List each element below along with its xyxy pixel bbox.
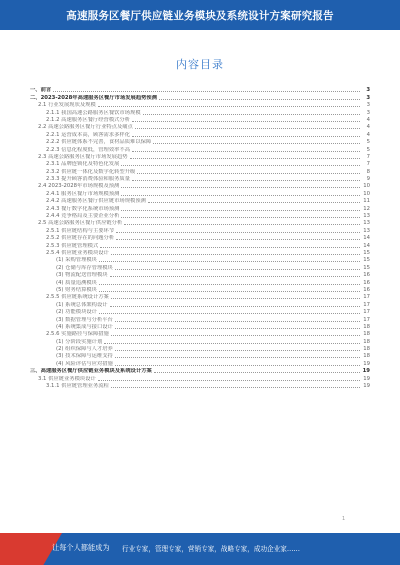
toc-entry-text: 2.3.2 供应链一体化及数字化转型升级: [46, 168, 136, 175]
toc-entry-page: 4: [366, 131, 370, 138]
toc-entry[interactable]: [30, 123, 370, 130]
toc-entry-text: (4) 风险评估与应对措施: [56, 360, 113, 367]
toc-entry[interactable]: [30, 300, 370, 307]
toc-leader-dots: [132, 120, 360, 122]
toc-entry-text: 2.5 高速公路服务区餐厅供应链分析: [38, 220, 123, 227]
toc-leader-dots: [104, 342, 360, 344]
toc-entry[interactable]: [30, 219, 370, 226]
toc-entry[interactable]: [30, 108, 370, 115]
toc-entry[interactable]: [30, 204, 370, 211]
toc-leader-dots: [132, 135, 360, 137]
toc-entry-text: 2.5.6 实施路径与保障措施: [46, 331, 109, 338]
toc-entry[interactable]: [30, 182, 370, 189]
toc-entry-page: 3: [366, 94, 370, 101]
toc-entry-text: 2.1.2 高速服务区餐厅经营模式分析: [46, 116, 131, 123]
toc-leader-dots: [99, 290, 360, 292]
toc-leader-dots: [132, 179, 360, 181]
toc-leader-dots: [53, 90, 360, 92]
toc-entry-text: 二、2023-2028年高速服务区餐厅市场发展趋势预测: [30, 94, 158, 101]
toc-entry-page: 14: [363, 235, 370, 242]
toc-entry[interactable]: [30, 226, 370, 233]
toc-leader-dots: [154, 371, 360, 373]
toc-entry-text: 2.4.3 餐厅数字化系统市场预测: [46, 205, 120, 212]
table-of-contents: [30, 86, 370, 389]
toc-entry-page: 18: [363, 338, 370, 345]
toc-entry-page: 14: [363, 242, 370, 249]
toc-entry-page: 12: [363, 205, 370, 212]
toc-entry[interactable]: [30, 189, 370, 196]
toc-entry-text: (1) 分阶段实施计划: [56, 338, 103, 345]
toc-entry-page: 4: [366, 116, 370, 123]
toc-leader-dots: [116, 231, 360, 233]
toc-entry-text: (2) 仓储与库存管理模块: [56, 264, 113, 271]
toc-entry-text: (3) 数据管理与分析平台: [56, 316, 113, 323]
toc-leader-dots: [121, 186, 360, 188]
toc-entry-text: 2.5.1 供应链结构与主要环节: [46, 227, 115, 234]
toc-entry[interactable]: [30, 160, 370, 167]
toc-entry[interactable]: [30, 241, 370, 248]
toc-entry-page: 15: [363, 257, 370, 264]
toc-entry-page: 13: [363, 220, 370, 227]
toc-entry-page: 13: [363, 227, 370, 234]
toc-entry[interactable]: [30, 271, 370, 278]
toc-entry[interactable]: [30, 263, 370, 270]
toc-entry-page: 10: [363, 190, 370, 197]
toc-entry-text: 2.5.4 供应链业务模块设计: [46, 249, 109, 256]
toc-entry-page: 9: [366, 176, 370, 183]
toc-entry-text: (2) 组织保障与人才培养: [56, 346, 113, 353]
toc-entry-page: 7: [366, 153, 370, 160]
toc-entry[interactable]: [30, 256, 370, 263]
toc-entry-text: 2.2.1 运营成本高，顾客需求多样化: [46, 131, 131, 138]
toc-entry-page: 18: [363, 353, 370, 360]
toc-leader-dots: [116, 238, 360, 240]
toc-entry-page: 17: [363, 294, 370, 301]
toc-entry-page: 15: [363, 264, 370, 271]
toc-entry-page: 18: [363, 331, 370, 338]
toc-entry-page: 19: [362, 368, 370, 375]
toc-entry-page: 4: [366, 124, 370, 131]
toc-entry-page: 17: [363, 301, 370, 308]
toc-entry[interactable]: [30, 197, 370, 204]
toc-leader-dots: [115, 327, 360, 329]
toc-entry[interactable]: [30, 337, 370, 344]
toc-leader-dots: [98, 379, 360, 381]
toc-entry[interactable]: [30, 249, 370, 256]
toc-leader-dots: [110, 305, 360, 307]
toc-leader-dots: [115, 320, 360, 322]
toc-entry[interactable]: [30, 116, 370, 123]
toc-entry-text: (4) 质量追溯模块: [56, 279, 97, 286]
toc-entry[interactable]: [30, 212, 370, 219]
toc-entry[interactable]: [30, 278, 370, 285]
toc-entry-page: 19: [363, 383, 370, 390]
toc-entry-page: 17: [363, 316, 370, 323]
toc-entry-text: 2.3.3 提升顾客消费体验和服务质量: [46, 176, 131, 183]
toc-entry-text: 2.5.2 供应链存在的问题分析: [46, 235, 115, 242]
toc-entry-text: (3) 技术保障与运维支持: [56, 353, 113, 360]
toc-entry-page: 19: [363, 360, 370, 367]
toc-entry-page: 16: [363, 279, 370, 286]
toc-leader-dots: [159, 98, 360, 100]
toc-leader-dots: [115, 356, 360, 358]
toc-entry-page: 3: [366, 109, 370, 116]
toc-leader-dots: [111, 334, 360, 336]
toc-leader-dots: [115, 349, 360, 351]
toc-entry-page: 3: [366, 102, 370, 109]
toc-entry[interactable]: [30, 323, 370, 330]
toc-entry[interactable]: [30, 93, 370, 100]
toc-entry-text: 2.1.1 我国高速公路服务区餐饮市场规模: [46, 109, 141, 116]
toc-leader-dots: [153, 142, 360, 144]
toc-entry-page: 3: [366, 87, 370, 94]
toc-entry-text: (1) 采购管理模块: [56, 257, 97, 264]
toc-entry-page: 16: [363, 272, 370, 279]
toc-entry[interactable]: [30, 367, 370, 374]
toc-entry-page: 5: [366, 139, 370, 146]
toc-leader-dots: [121, 216, 360, 218]
toc-entry-page: 11: [363, 198, 370, 205]
toc-entry[interactable]: [30, 308, 370, 315]
toc-leader-dots: [143, 113, 360, 115]
toc-entry-text: (2) 功能模块设计: [56, 309, 97, 316]
toc-entry[interactable]: [30, 153, 370, 160]
toc-entry-text: 2.4.4 竞争格局及主要企业分析: [46, 213, 120, 220]
toc-entry-page: 15: [363, 249, 370, 256]
toc-entry[interactable]: [30, 382, 370, 389]
toc-entry[interactable]: [30, 234, 370, 241]
toc-entry[interactable]: [30, 86, 370, 93]
toc-leader-dots: [98, 105, 360, 107]
toc-entry-text: 2.4.2 高速服务区餐厅供应链市场规模预测: [46, 198, 146, 205]
toc-entry-page: 8: [366, 168, 370, 175]
toc-entry-text: 2.4 2023-2028年市场规模及预测: [38, 183, 120, 190]
toc-leader-dots: [99, 260, 360, 262]
toc-entry[interactable]: [30, 145, 370, 152]
toc-entry-page: 17: [363, 309, 370, 316]
toc-entry-page: 13: [363, 213, 370, 220]
toc-entry-page: 7: [366, 161, 370, 168]
toc-entry-text: (3) 物流配送管理模块: [56, 272, 108, 279]
toc-entry[interactable]: [30, 374, 370, 381]
toc-entry-text: 2.2 高速公路服务区餐厅行业特点及痛点: [38, 124, 133, 131]
toc-entry-page: 18: [363, 346, 370, 353]
toc-leader-dots: [99, 283, 360, 285]
footer-slogan: 让每个人都能成为: [52, 543, 110, 552]
toc-entry-text: 3.1.1 供应链管理业务流程: [46, 383, 109, 390]
toc-leader-dots: [132, 150, 360, 152]
toc-entry[interactable]: [30, 345, 370, 352]
toc-leader-dots: [99, 312, 360, 314]
toc-entry-text: 2.2.3 信息化程度低，管理效率不高: [46, 146, 131, 153]
toc-leader-dots: [121, 194, 360, 196]
toc-entry-text: 三、高速服务区餐厅供应链业务模块及系统设计方案: [30, 368, 152, 375]
toc-entry-text: 3.1 供应链业务模块设计: [38, 375, 96, 382]
toc-entry[interactable]: [30, 175, 370, 182]
toc-entry[interactable]: [30, 286, 370, 293]
toc-leader-dots: [111, 253, 360, 255]
toc-entry[interactable]: [30, 101, 370, 108]
toc-entry-text: 2.1 行业发展现状及规模: [38, 102, 96, 109]
toc-entry-page: 19: [363, 375, 370, 382]
toc-leader-dots: [100, 246, 360, 248]
toc-leader-dots: [115, 268, 360, 270]
toc-entry-page: 5: [366, 146, 370, 153]
toc-entry-text: 2.3 高速公路服务区餐厅市场发展趋势: [38, 153, 128, 160]
toc-leader-dots: [121, 209, 360, 211]
toc-leader-dots: [115, 364, 360, 366]
toc-leader-dots: [111, 386, 360, 388]
toc-entry[interactable]: [30, 167, 370, 174]
report-title: 高速服务区餐厅供应链业务模块及系统设计方案研究报告: [66, 10, 334, 22]
toc-entry-text: 2.3.1 品牌连锁化及特色化发展: [46, 161, 120, 168]
toc-entry-text: (1) 系统总体架构设计: [56, 301, 108, 308]
toc-entry-page: 10: [363, 183, 370, 190]
toc-entry-page: 18: [363, 323, 370, 330]
toc-leader-dots: [130, 157, 360, 159]
toc-leader-dots: [137, 172, 360, 174]
toc-entry-text: 2.5.3 供应链管理模式: [46, 242, 99, 249]
toc-leader-dots: [121, 164, 360, 166]
page-number: 1: [342, 516, 346, 522]
toc-entry[interactable]: [30, 130, 370, 137]
toc-heading: 内容目录: [176, 58, 224, 71]
footer-tagline: 行业专家，管理专家，营销专家，战略专家，成功企业家……: [122, 545, 301, 553]
toc-entry-text: (4) 系统集成与接口设计: [56, 323, 113, 330]
toc-leader-dots: [111, 297, 360, 299]
toc-entry-text: 一、前言: [30, 87, 52, 94]
toc-leader-dots: [148, 201, 360, 203]
toc-entry[interactable]: [30, 293, 370, 300]
toc-leader-dots: [135, 127, 360, 129]
toc-entry[interactable]: [30, 315, 370, 322]
toc-leader-dots: [124, 223, 360, 225]
toc-entry[interactable]: [30, 359, 370, 366]
toc-entry-text: (5) 财务结算模块: [56, 286, 97, 293]
toc-entry-text: 2.2.2 供应链体系不完善，食材品质难以保障: [46, 139, 152, 146]
toc-entry-text: 2.5.5 供应链系统设计方案: [46, 294, 109, 301]
toc-entry-page: 16: [363, 286, 370, 293]
toc-entry-text: 2.4.1 服务区餐厅市场规模预测: [46, 190, 120, 197]
toc-entry[interactable]: [30, 352, 370, 359]
toc-leader-dots: [110, 275, 360, 277]
toc-entry[interactable]: [30, 138, 370, 145]
toc-entry[interactable]: [30, 330, 370, 337]
